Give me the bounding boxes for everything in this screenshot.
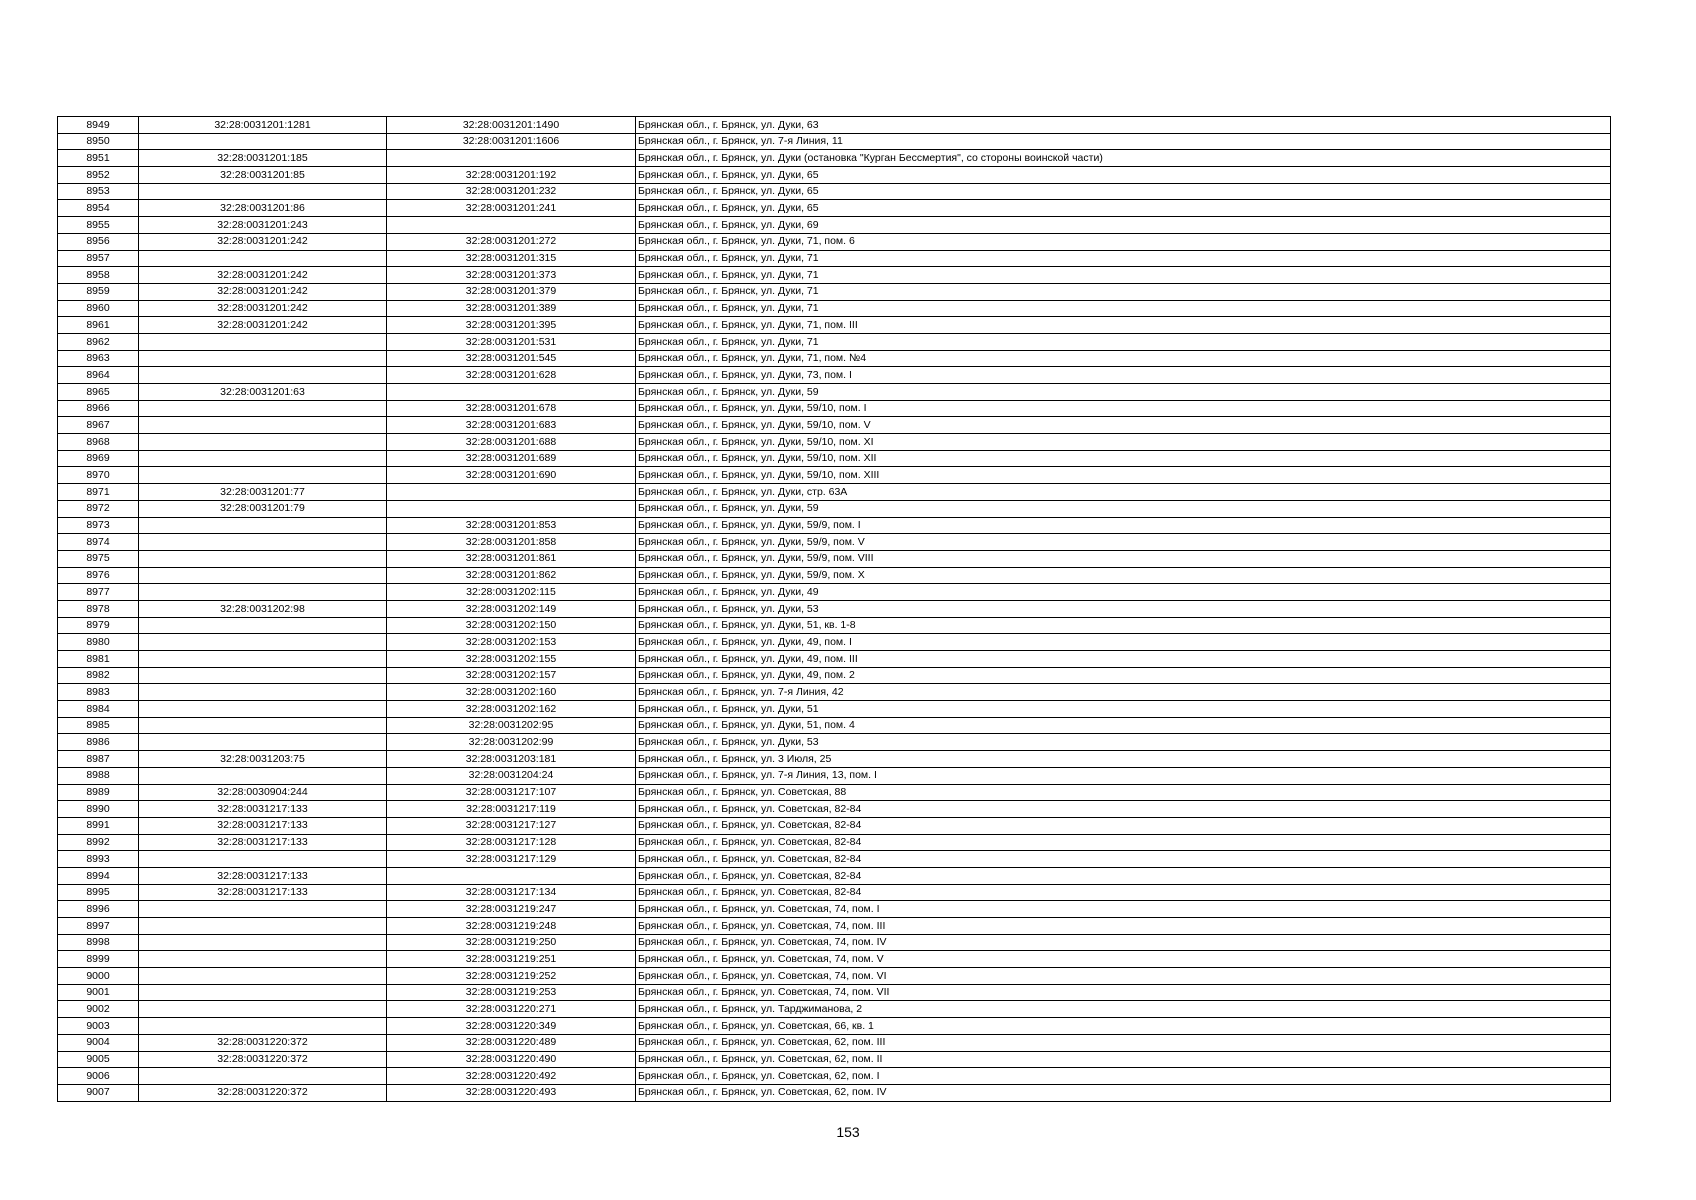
land-plot-number-cell: 32:28:0031201:85 bbox=[139, 167, 387, 184]
row-number-cell: 8972 bbox=[58, 500, 139, 517]
table-row bbox=[58, 133, 1611, 150]
row-number-cell: 8964 bbox=[58, 367, 139, 384]
table-row bbox=[58, 584, 1611, 601]
address-cell: Брянская обл., г. Брянск, ул. Советская, 88 bbox=[636, 784, 1611, 801]
object-number-cell: 32:28:0031201:689 bbox=[387, 450, 636, 467]
row-number-cell: 8987 bbox=[58, 751, 139, 768]
object-number-cell: 32:28:0031202:153 bbox=[387, 634, 636, 651]
object-number-cell: 32:28:0031201:232 bbox=[387, 183, 636, 200]
object-number-cell: 32:28:0031220:489 bbox=[387, 1034, 636, 1051]
table-row bbox=[58, 567, 1611, 584]
object-number-cell: 32:28:0031201:1606 bbox=[387, 133, 636, 150]
row-number-cell: 8976 bbox=[58, 567, 139, 584]
object-number-cell: 32:28:0031219:250 bbox=[387, 934, 636, 951]
land-plot-number-cell: 32:28:0031203:75 bbox=[139, 751, 387, 768]
address-cell: Брянская обл., г. Брянск, ул. Дуки, 49, пом. 2 bbox=[636, 667, 1611, 684]
object-number-cell: 32:28:0031201:373 bbox=[387, 267, 636, 284]
row-number-cell: 8969 bbox=[58, 450, 139, 467]
address-cell: Брянская обл., г. Брянск, ул. Дуки, 51 bbox=[636, 701, 1611, 718]
land-plot-number-cell bbox=[139, 534, 387, 551]
address-cell: Брянская обл., г. Брянск, ул. Дуки (остановка "Курган Бессмертия", со стороны воинской части) bbox=[636, 150, 1611, 167]
object-number-cell: 32:28:0031220:493 bbox=[387, 1084, 636, 1101]
table-row bbox=[58, 233, 1611, 250]
object-number-cell: 32:28:0031202:95 bbox=[387, 717, 636, 734]
object-number-cell: 32:28:0031202:149 bbox=[387, 600, 636, 617]
table-row bbox=[58, 934, 1611, 951]
land-plot-number-cell bbox=[139, 901, 387, 918]
land-plot-number-cell bbox=[139, 767, 387, 784]
address-cell: Брянская обл., г. Брянск, ул. Дуки, 59 bbox=[636, 384, 1611, 401]
land-plot-number-cell bbox=[139, 367, 387, 384]
land-plot-number-cell bbox=[139, 417, 387, 434]
address-cell: Брянская обл., г. Брянск, ул. Советская, 82-84 bbox=[636, 851, 1611, 868]
object-number-cell: 32:28:0031201:862 bbox=[387, 567, 636, 584]
land-plot-number-cell bbox=[139, 617, 387, 634]
object-number-cell: 32:28:0031201:678 bbox=[387, 400, 636, 417]
table-row bbox=[58, 867, 1611, 884]
table-row bbox=[58, 267, 1611, 284]
address-cell: Брянская обл., г. Брянск, ул. Советская, 74, пом. IV bbox=[636, 934, 1611, 951]
table-row bbox=[58, 350, 1611, 367]
row-number-cell: 8957 bbox=[58, 250, 139, 267]
row-number-cell: 8998 bbox=[58, 934, 139, 951]
land-plot-number-cell bbox=[139, 333, 387, 350]
land-plot-number-cell: 32:28:0031217:133 bbox=[139, 817, 387, 834]
land-plot-number-cell: 32:28:0031201:242 bbox=[139, 283, 387, 300]
object-number-cell: 32:28:0031217:107 bbox=[387, 784, 636, 801]
land-plot-number-cell: 32:28:0031201:63 bbox=[139, 384, 387, 401]
address-cell: Брянская обл., г. Брянск, ул. Дуки, 71 bbox=[636, 267, 1611, 284]
object-number-cell bbox=[387, 500, 636, 517]
object-number-cell: 32:28:0031220:271 bbox=[387, 1001, 636, 1018]
row-number-cell: 8954 bbox=[58, 200, 139, 217]
address-cell: Брянская обл., г. Брянск, ул. Дуки, 51, кв. 1-8 bbox=[636, 617, 1611, 634]
table-row bbox=[58, 317, 1611, 334]
address-cell: Брянская обл., г. Брянск, ул. Дуки, 49, пом. I bbox=[636, 634, 1611, 651]
address-cell: Брянская обл., г. Брянск, ул. Дуки, 59/10, пом. XIII bbox=[636, 467, 1611, 484]
object-number-cell bbox=[387, 384, 636, 401]
row-number-cell: 8965 bbox=[58, 384, 139, 401]
address-cell: Брянская обл., г. Брянск, ул. Советская, 82-84 bbox=[636, 867, 1611, 884]
object-number-cell: 32:28:0031202:99 bbox=[387, 734, 636, 751]
address-cell: Брянская обл., г. Брянск, ул. Советская, 66, кв. 1 bbox=[636, 1018, 1611, 1035]
row-number-cell: 8984 bbox=[58, 701, 139, 718]
land-plot-number-cell: 32:28:0031201:79 bbox=[139, 500, 387, 517]
land-plot-number-cell bbox=[139, 567, 387, 584]
land-plot-number-cell: 32:28:0031220:372 bbox=[139, 1034, 387, 1051]
row-number-cell: 8999 bbox=[58, 951, 139, 968]
object-number-cell: 32:28:0031204:24 bbox=[387, 767, 636, 784]
address-cell: Брянская обл., г. Брянск, ул. 3 Июля, 25 bbox=[636, 751, 1611, 768]
table-row bbox=[58, 984, 1611, 1001]
land-plot-number-cell bbox=[139, 133, 387, 150]
address-cell: Брянская обл., г. Брянск, ул. Дуки, 65 bbox=[636, 200, 1611, 217]
row-number-cell: 8988 bbox=[58, 767, 139, 784]
object-number-cell: 32:28:0031201:628 bbox=[387, 367, 636, 384]
table-row bbox=[58, 1018, 1611, 1035]
table-row bbox=[58, 183, 1611, 200]
land-plot-number-cell bbox=[139, 667, 387, 684]
row-number-cell: 8995 bbox=[58, 884, 139, 901]
object-number-cell: 32:28:0031201:1490 bbox=[387, 117, 636, 134]
land-plot-number-cell: 32:28:0031217:133 bbox=[139, 867, 387, 884]
address-cell: Брянская обл., г. Брянск, ул. Дуки, 59/10, пом. XI bbox=[636, 434, 1611, 451]
table-row bbox=[58, 217, 1611, 234]
land-plot-number-cell: 32:28:0031201:1281 bbox=[139, 117, 387, 134]
row-number-cell: 8981 bbox=[58, 651, 139, 668]
row-number-cell: 9004 bbox=[58, 1034, 139, 1051]
address-cell: Брянская обл., г. Брянск, ул. Дуки, 59/9, пом. VIII bbox=[636, 550, 1611, 567]
object-number-cell: 32:28:0031201:379 bbox=[387, 283, 636, 300]
address-cell: Брянская обл., г. Брянск, ул. Дуки, 59/9, пом. X bbox=[636, 567, 1611, 584]
object-number-cell: 32:28:0031202:162 bbox=[387, 701, 636, 718]
land-plot-number-cell: 32:28:0031220:372 bbox=[139, 1084, 387, 1101]
address-cell: Брянская обл., г. Брянск, ул. Дуки, 59/10, пом. V bbox=[636, 417, 1611, 434]
land-plot-number-cell: 32:28:0031217:133 bbox=[139, 801, 387, 818]
object-number-cell: 32:28:0031217:134 bbox=[387, 884, 636, 901]
land-plot-number-cell bbox=[139, 400, 387, 417]
object-number-cell bbox=[387, 217, 636, 234]
table-row bbox=[58, 384, 1611, 401]
land-plot-number-cell bbox=[139, 1068, 387, 1085]
row-number-cell: 8986 bbox=[58, 734, 139, 751]
row-number-cell: 8983 bbox=[58, 684, 139, 701]
land-plot-number-cell: 32:28:0031201:242 bbox=[139, 233, 387, 250]
table-row bbox=[58, 1034, 1611, 1051]
land-plot-number-cell: 32:28:0031201:242 bbox=[139, 300, 387, 317]
object-number-cell: 32:28:0031202:160 bbox=[387, 684, 636, 701]
land-plot-number-cell: 32:28:0031201:185 bbox=[139, 150, 387, 167]
address-cell: Брянская обл., г. Брянск, ул. Советская, 62, пом. I bbox=[636, 1068, 1611, 1085]
row-number-cell: 9005 bbox=[58, 1051, 139, 1068]
object-number-cell: 32:28:0031219:252 bbox=[387, 968, 636, 985]
address-cell: Брянская обл., г. Брянск, ул. Советская, 62, пом. II bbox=[636, 1051, 1611, 1068]
table-row bbox=[58, 150, 1611, 167]
table-row bbox=[58, 300, 1611, 317]
table-row bbox=[58, 918, 1611, 935]
table-row bbox=[58, 734, 1611, 751]
row-number-cell: 8958 bbox=[58, 267, 139, 284]
land-plot-number-cell bbox=[139, 250, 387, 267]
table-row bbox=[58, 951, 1611, 968]
land-plot-number-cell: 32:28:0030904:244 bbox=[139, 784, 387, 801]
address-cell: Брянская обл., г. Брянск, ул. 7-я Линия, 42 bbox=[636, 684, 1611, 701]
land-plot-number-cell: 32:28:0031201:242 bbox=[139, 317, 387, 334]
row-number-cell: 8989 bbox=[58, 784, 139, 801]
table-row bbox=[58, 801, 1611, 818]
row-number-cell: 8952 bbox=[58, 167, 139, 184]
land-plot-number-cell bbox=[139, 1001, 387, 1018]
object-number-cell: 32:28:0031219:253 bbox=[387, 984, 636, 1001]
row-number-cell: 8979 bbox=[58, 617, 139, 634]
address-cell: Брянская обл., г. Брянск, ул. Дуки, 63 bbox=[636, 117, 1611, 134]
row-number-cell: 8977 bbox=[58, 584, 139, 601]
address-cell: Брянская обл., г. Брянск, ул. Дуки, 49, пом. III bbox=[636, 651, 1611, 668]
address-cell: Брянская обл., г. Брянск, ул. Советская, 74, пом. V bbox=[636, 951, 1611, 968]
address-cell: Брянская обл., г. Брянск, ул. Дуки, 71 bbox=[636, 250, 1611, 267]
table-row bbox=[58, 701, 1611, 718]
row-number-cell: 8966 bbox=[58, 400, 139, 417]
land-plot-number-cell bbox=[139, 634, 387, 651]
land-plot-number-cell: 32:28:0031217:133 bbox=[139, 834, 387, 851]
land-plot-number-cell bbox=[139, 918, 387, 935]
table-row bbox=[58, 1051, 1611, 1068]
row-number-cell: 8985 bbox=[58, 717, 139, 734]
object-number-cell: 32:28:0031217:128 bbox=[387, 834, 636, 851]
row-number-cell: 9007 bbox=[58, 1084, 139, 1101]
row-number-cell: 8982 bbox=[58, 667, 139, 684]
object-number-cell: 32:28:0031201:853 bbox=[387, 517, 636, 534]
land-plot-number-cell: 32:28:0031202:98 bbox=[139, 600, 387, 617]
row-number-cell: 8980 bbox=[58, 634, 139, 651]
table-row bbox=[58, 117, 1611, 134]
land-plot-number-cell bbox=[139, 934, 387, 951]
address-cell: Брянская обл., г. Брянск, ул. Дуки, 71, пом. 6 bbox=[636, 233, 1611, 250]
row-number-cell: 8968 bbox=[58, 434, 139, 451]
land-plot-number-cell bbox=[139, 467, 387, 484]
object-number-cell: 32:28:0031201:858 bbox=[387, 534, 636, 551]
address-cell: Брянская обл., г. Брянск, ул. Дуки, 51, пом. 4 bbox=[636, 717, 1611, 734]
cadastral-table bbox=[57, 116, 1611, 1102]
table-row bbox=[58, 651, 1611, 668]
object-number-cell: 32:28:0031220:492 bbox=[387, 1068, 636, 1085]
row-number-cell: 8973 bbox=[58, 517, 139, 534]
table-row bbox=[58, 367, 1611, 384]
land-plot-number-cell bbox=[139, 968, 387, 985]
object-number-cell: 32:28:0031202:115 bbox=[387, 584, 636, 601]
table-row bbox=[58, 1084, 1611, 1101]
row-number-cell: 8956 bbox=[58, 233, 139, 250]
land-plot-number-cell bbox=[139, 701, 387, 718]
object-number-cell: 32:28:0031201:545 bbox=[387, 350, 636, 367]
address-cell: Брянская обл., г. Брянск, ул. Дуки, 65 bbox=[636, 167, 1611, 184]
table-row bbox=[58, 901, 1611, 918]
land-plot-number-cell: 32:28:0031201:77 bbox=[139, 484, 387, 501]
object-number-cell: 32:28:0031201:192 bbox=[387, 167, 636, 184]
address-cell: Брянская обл., г. Брянск, ул. Дуки, 53 bbox=[636, 734, 1611, 751]
object-number-cell: 32:28:0031202:155 bbox=[387, 651, 636, 668]
row-number-cell: 8994 bbox=[58, 867, 139, 884]
table-row bbox=[58, 500, 1611, 517]
row-number-cell: 8975 bbox=[58, 550, 139, 567]
row-number-cell: 8961 bbox=[58, 317, 139, 334]
address-cell: Брянская обл., г. Брянск, ул. Советская, 74, пом. VI bbox=[636, 968, 1611, 985]
object-number-cell: 32:28:0031201:389 bbox=[387, 300, 636, 317]
table-row bbox=[58, 684, 1611, 701]
object-number-cell: 32:28:0031203:181 bbox=[387, 751, 636, 768]
object-number-cell: 32:28:0031202:157 bbox=[387, 667, 636, 684]
object-number-cell: 32:28:0031201:395 bbox=[387, 317, 636, 334]
address-cell: Брянская обл., г. Брянск, ул. Советская, 82-84 bbox=[636, 817, 1611, 834]
table-row bbox=[58, 484, 1611, 501]
object-number-cell: 32:28:0031202:150 bbox=[387, 617, 636, 634]
address-cell: Брянская обл., г. Брянск, ул. Дуки, 59 bbox=[636, 500, 1611, 517]
land-plot-number-cell bbox=[139, 584, 387, 601]
row-number-cell: 8971 bbox=[58, 484, 139, 501]
land-plot-number-cell: 32:28:0031201:243 bbox=[139, 217, 387, 234]
address-cell: Брянская обл., г. Брянск, ул. Советская, 62, пом. III bbox=[636, 1034, 1611, 1051]
table-row bbox=[58, 434, 1611, 451]
table-row bbox=[58, 667, 1611, 684]
address-cell: Брянская обл., г. Брянск, ул. Дуки, 65 bbox=[636, 183, 1611, 200]
table-row bbox=[58, 817, 1611, 834]
table-row bbox=[58, 968, 1611, 985]
object-number-cell: 32:28:0031201:861 bbox=[387, 550, 636, 567]
object-number-cell: 32:28:0031201:531 bbox=[387, 333, 636, 350]
land-plot-number-cell bbox=[139, 517, 387, 534]
row-number-cell: 9006 bbox=[58, 1068, 139, 1085]
row-number-cell: 9000 bbox=[58, 968, 139, 985]
object-number-cell: 32:28:0031217:129 bbox=[387, 851, 636, 868]
table-row bbox=[58, 767, 1611, 784]
address-cell: Брянская обл., г. Брянск, ул. Дуки, 59/10, пом. XII bbox=[636, 450, 1611, 467]
row-number-cell: 8992 bbox=[58, 834, 139, 851]
address-cell: Брянская обл., г. Брянск, ул. Дуки, 71 bbox=[636, 333, 1611, 350]
object-number-cell: 32:28:0031220:349 bbox=[387, 1018, 636, 1035]
table-row bbox=[58, 717, 1611, 734]
address-cell: Брянская обл., г. Брянск, ул. Дуки, 59/10, пом. I bbox=[636, 400, 1611, 417]
address-cell: Брянская обл., г. Брянск, ул. Дуки, 71 bbox=[636, 300, 1611, 317]
table-row bbox=[58, 400, 1611, 417]
land-plot-number-cell bbox=[139, 951, 387, 968]
land-plot-number-cell: 32:28:0031217:133 bbox=[139, 884, 387, 901]
table-row bbox=[58, 1068, 1611, 1085]
row-number-cell: 8962 bbox=[58, 333, 139, 350]
address-cell: Брянская обл., г. Брянск, ул. Дуки, 53 bbox=[636, 600, 1611, 617]
row-number-cell: 8996 bbox=[58, 901, 139, 918]
row-number-cell: 8950 bbox=[58, 133, 139, 150]
table-row bbox=[58, 517, 1611, 534]
table-row bbox=[58, 600, 1611, 617]
address-cell: Брянская обл., г. Брянск, ул. Дуки, 59/9, пом. V bbox=[636, 534, 1611, 551]
land-plot-number-cell bbox=[139, 651, 387, 668]
table-row bbox=[58, 167, 1611, 184]
land-plot-number-cell bbox=[139, 350, 387, 367]
object-number-cell: 32:28:0031219:248 bbox=[387, 918, 636, 935]
row-number-cell: 8993 bbox=[58, 851, 139, 868]
table-row bbox=[58, 467, 1611, 484]
row-number-cell: 8974 bbox=[58, 534, 139, 551]
row-number-cell: 8997 bbox=[58, 918, 139, 935]
row-number-cell: 8990 bbox=[58, 801, 139, 818]
object-number-cell: 32:28:0031217:127 bbox=[387, 817, 636, 834]
address-cell: Брянская обл., г. Брянск, ул. Дуки, стр. 63А bbox=[636, 484, 1611, 501]
page-number: 153 bbox=[836, 1124, 860, 1140]
row-number-cell: 8955 bbox=[58, 217, 139, 234]
address-cell: Брянская обл., г. Брянск, ул. 7-я Линия, 11 bbox=[636, 133, 1611, 150]
land-plot-number-cell: 32:28:0031201:242 bbox=[139, 267, 387, 284]
land-plot-number-cell bbox=[139, 183, 387, 200]
row-number-cell: 8951 bbox=[58, 150, 139, 167]
table-row bbox=[58, 634, 1611, 651]
table-row bbox=[58, 834, 1611, 851]
object-number-cell: 32:28:0031201:315 bbox=[387, 250, 636, 267]
row-number-cell: 8970 bbox=[58, 467, 139, 484]
land-plot-number-cell bbox=[139, 734, 387, 751]
table-row bbox=[58, 751, 1611, 768]
row-number-cell: 8949 bbox=[58, 117, 139, 134]
land-plot-number-cell bbox=[139, 550, 387, 567]
address-cell: Брянская обл., г. Брянск, ул. Дуки, 71 bbox=[636, 283, 1611, 300]
object-number-cell: 32:28:0031201:272 bbox=[387, 233, 636, 250]
table-row bbox=[58, 200, 1611, 217]
address-cell: Брянская обл., г. Брянск, ул. 7-я Линия, 13, пом. I bbox=[636, 767, 1611, 784]
land-plot-number-cell: 32:28:0031201:86 bbox=[139, 200, 387, 217]
land-plot-number-cell bbox=[139, 1018, 387, 1035]
row-number-cell: 8953 bbox=[58, 183, 139, 200]
address-cell: Брянская обл., г. Брянск, ул. Дуки, 71, пом. №4 bbox=[636, 350, 1611, 367]
table-row bbox=[58, 283, 1611, 300]
address-cell: Брянская обл., г. Брянск, ул. Советская, 74, пом. I bbox=[636, 901, 1611, 918]
address-cell: Брянская обл., г. Брянск, ул. Дуки, 49 bbox=[636, 584, 1611, 601]
row-number-cell: 9002 bbox=[58, 1001, 139, 1018]
row-number-cell: 9003 bbox=[58, 1018, 139, 1035]
table-row bbox=[58, 534, 1611, 551]
land-plot-number-cell bbox=[139, 450, 387, 467]
object-number-cell bbox=[387, 484, 636, 501]
address-cell: Брянская обл., г. Брянск, ул. Дуки, 69 bbox=[636, 217, 1611, 234]
object-number-cell: 32:28:0031201:241 bbox=[387, 200, 636, 217]
address-cell: Брянская обл., г. Брянск, ул. Советская, 82-84 bbox=[636, 884, 1611, 901]
object-number-cell: 32:28:0031219:247 bbox=[387, 901, 636, 918]
land-plot-number-cell bbox=[139, 434, 387, 451]
object-number-cell: 32:28:0031201:690 bbox=[387, 467, 636, 484]
table-row bbox=[58, 851, 1611, 868]
address-cell: Брянская обл., г. Брянск, ул. Советская, 82-84 bbox=[636, 834, 1611, 851]
table-row bbox=[58, 250, 1611, 267]
land-plot-number-cell bbox=[139, 984, 387, 1001]
address-cell: Брянская обл., г. Брянск, ул. Советская, 74, пом. VII bbox=[636, 984, 1611, 1001]
object-number-cell: 32:28:0031201:683 bbox=[387, 417, 636, 434]
table-row bbox=[58, 884, 1611, 901]
land-plot-number-cell bbox=[139, 717, 387, 734]
address-cell: Брянская обл., г. Брянск, ул. Дуки, 71, пом. III bbox=[636, 317, 1611, 334]
address-cell: Брянская обл., г. Брянск, ул. Советская, 62, пом. IV bbox=[636, 1084, 1611, 1101]
table-row bbox=[58, 1001, 1611, 1018]
land-plot-number-cell: 32:28:0031220:372 bbox=[139, 1051, 387, 1068]
object-number-cell: 32:28:0031217:119 bbox=[387, 801, 636, 818]
table-row bbox=[58, 333, 1611, 350]
land-plot-number-cell bbox=[139, 684, 387, 701]
address-cell: Брянская обл., г. Брянск, ул. Дуки, 73, пом. I bbox=[636, 367, 1611, 384]
address-cell: Брянская обл., г. Брянск, ул. Дуки, 59/9, пом. I bbox=[636, 517, 1611, 534]
object-number-cell: 32:28:0031220:490 bbox=[387, 1051, 636, 1068]
object-number-cell: 32:28:0031219:251 bbox=[387, 951, 636, 968]
land-plot-number-cell bbox=[139, 851, 387, 868]
table-row bbox=[58, 617, 1611, 634]
row-number-cell: 9001 bbox=[58, 984, 139, 1001]
table-row bbox=[58, 784, 1611, 801]
address-cell: Брянская обл., г. Брянск, ул. Тарджиманова, 2 bbox=[636, 1001, 1611, 1018]
address-cell: Брянская обл., г. Брянск, ул. Советская, 74, пом. III bbox=[636, 918, 1611, 935]
row-number-cell: 8967 bbox=[58, 417, 139, 434]
row-number-cell: 8978 bbox=[58, 600, 139, 617]
object-number-cell bbox=[387, 867, 636, 884]
table-row bbox=[58, 417, 1611, 434]
row-number-cell: 8959 bbox=[58, 283, 139, 300]
table-body bbox=[58, 117, 1611, 1102]
object-number-cell: 32:28:0031201:688 bbox=[387, 434, 636, 451]
object-number-cell bbox=[387, 150, 636, 167]
table-row bbox=[58, 450, 1611, 467]
row-number-cell: 8960 bbox=[58, 300, 139, 317]
address-cell: Брянская обл., г. Брянск, ул. Советская, 82-84 bbox=[636, 801, 1611, 818]
row-number-cell: 8963 bbox=[58, 350, 139, 367]
row-number-cell: 8991 bbox=[58, 817, 139, 834]
table-row bbox=[58, 550, 1611, 567]
